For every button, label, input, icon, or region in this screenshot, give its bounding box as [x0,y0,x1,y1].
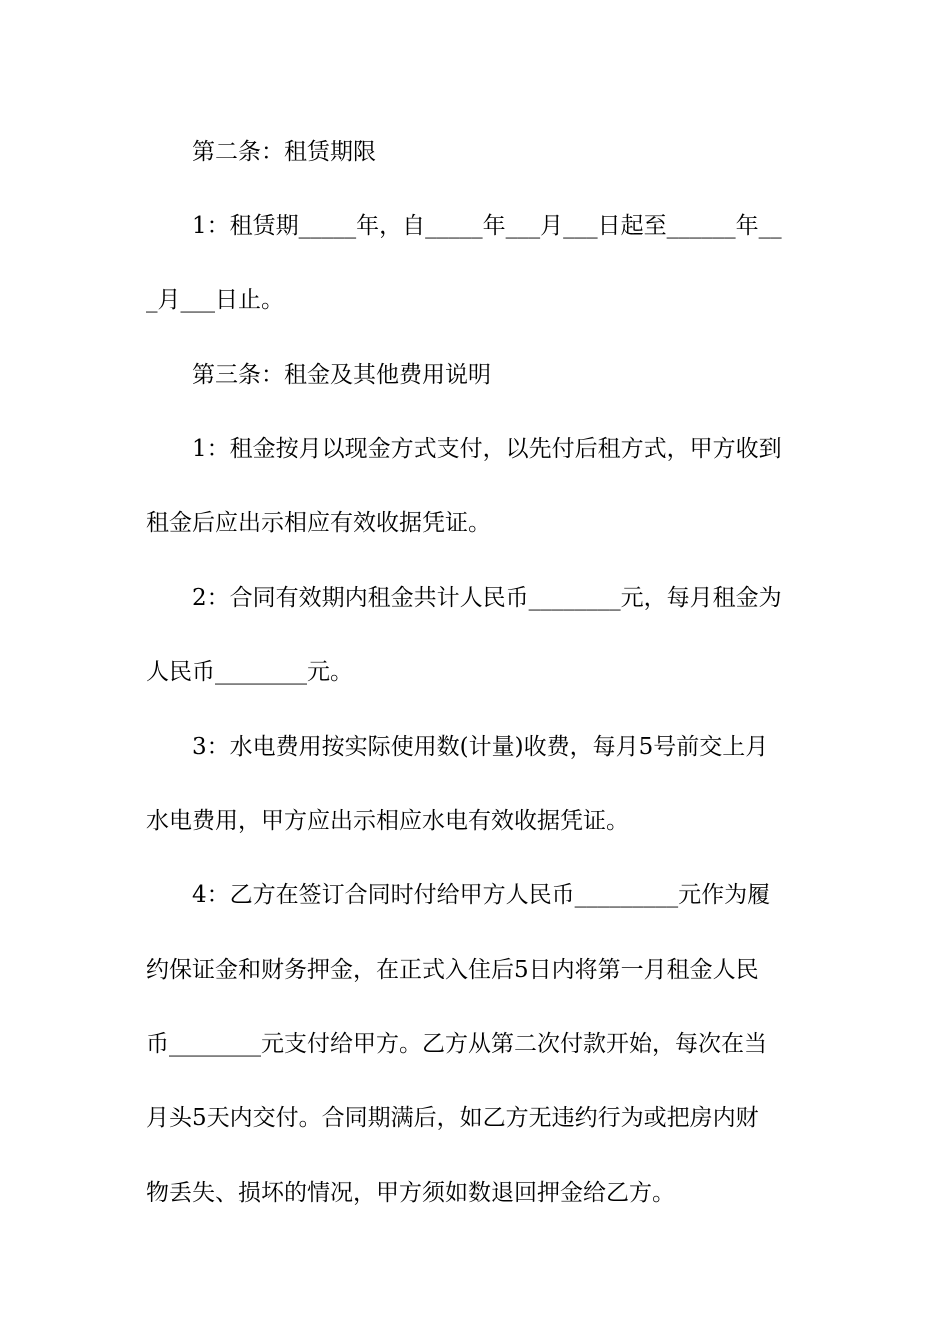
article-3-heading: 第三条：租金及其他费用说明 [192,362,491,388]
paragraph-line: 水电费用，甲方应出示相应水电有效收据凭证。 [146,808,629,834]
paragraph-line: 1：租赁期_____年，自_____年___月___日起至______年__ [192,213,782,239]
paragraph-line: 月头5天内交付。合同期满后，如乙方无违约行为或把房内财 [146,1105,759,1131]
paragraph-line: 物丢失、损坏的情况，甲方须如数退回押金给乙方。 [146,1180,675,1206]
paragraph-line: 人民币________元。 [146,659,353,685]
paragraph-line: 币________元支付给甲方。乙方从第二次付款开始，每次在当 [146,1031,767,1057]
paragraph-line: _月___日止。 [146,287,284,313]
paragraph-line: 2：合同有效期内租金共计人民币________元，每月租金为 [192,585,782,611]
paragraph-line: 约保证金和财务押金，在正式入住后5日内将第一月租金人民 [146,957,759,983]
article-2-heading: 第二条：租赁期限 [192,139,376,165]
paragraph-line: 4：乙方在签订合同时付给甲方人民币_________元作为履 [192,882,771,908]
paragraph-line: 1：租金按月以现金方式支付，以先付后租方式，甲方收到 [192,436,782,462]
paragraph-line: 3：水电费用按实际使用数(计量)收费，每月5号前交上月 [192,734,769,760]
paragraph-line: 租金后应出示相应有效收据凭证。 [146,510,491,536]
